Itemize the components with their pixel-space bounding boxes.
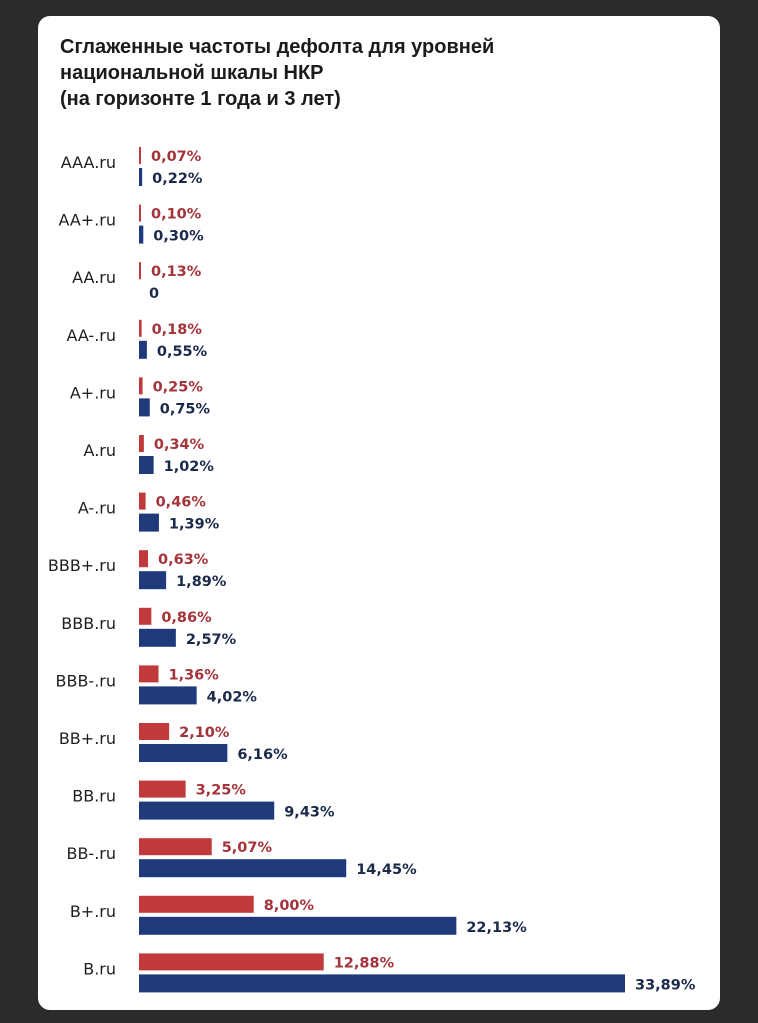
chart-title-line: национальной шкалы НКР xyxy=(60,62,324,84)
category-group xyxy=(48,550,227,590)
value-label-3y: 22,13% xyxy=(466,919,527,936)
bar-3y xyxy=(139,744,227,762)
category-group xyxy=(72,262,202,302)
bar-1y xyxy=(139,838,212,855)
bar-chart xyxy=(38,16,720,1010)
value-label-1y: 0,18% xyxy=(151,321,202,338)
value-label-3y: 0,22% xyxy=(152,171,203,187)
bar-3y xyxy=(139,917,456,935)
category-label: AA-.ru xyxy=(66,325,116,345)
value-label-3y: 9,43% xyxy=(284,804,335,821)
category-group xyxy=(55,665,257,705)
category-label: BBB-.ru xyxy=(55,671,116,691)
bar-1y xyxy=(139,205,141,222)
bar-3y xyxy=(139,974,625,992)
chart-title-line: (на горизонте 1 года и 3 лет) xyxy=(60,88,341,110)
bar-3y xyxy=(139,802,274,820)
category-group xyxy=(66,320,207,360)
value-label-3y: 1,89% xyxy=(176,574,227,591)
category-label: BB-.ru xyxy=(66,844,116,864)
bar-3y xyxy=(139,514,159,532)
category-group xyxy=(70,896,527,936)
category-label: A+.ru xyxy=(69,383,116,403)
value-label-3y: 14,45% xyxy=(356,862,417,879)
category-group xyxy=(70,377,211,417)
bar-3y xyxy=(139,226,143,244)
category-label: B.ru xyxy=(83,959,116,979)
category-group xyxy=(83,953,696,993)
value-label-3y: 0,75% xyxy=(159,401,211,418)
value-label-1y: 3,25% xyxy=(195,782,246,799)
value-label-1y: 0,46% xyxy=(155,494,206,511)
value-label-1y: 2,10% xyxy=(179,725,230,741)
value-label-1y: 1,36% xyxy=(168,667,219,684)
chart-title-line: Сглаженные частоты дефолта для уровней xyxy=(60,36,495,58)
value-label-1y: 12,88% xyxy=(333,955,395,972)
bar-3y xyxy=(139,859,346,877)
category-label: BBB+.ru xyxy=(47,556,116,576)
bar-1y xyxy=(139,665,159,682)
category-group xyxy=(59,723,288,763)
category-group xyxy=(61,147,203,187)
category-group xyxy=(61,608,236,648)
bar-3y xyxy=(139,168,142,186)
bar-1y xyxy=(139,723,169,740)
category-group xyxy=(58,205,204,245)
bar-1y xyxy=(139,896,254,913)
value-label-1y: 8,00% xyxy=(263,897,315,914)
bar-3y xyxy=(139,629,176,647)
bar-3y xyxy=(139,571,166,589)
chart-card xyxy=(38,16,720,1010)
bar-1y xyxy=(139,377,143,394)
category-label: BB+.ru xyxy=(58,729,116,748)
category-label: AA.ru xyxy=(72,268,116,288)
category-group xyxy=(84,435,215,475)
bar-1y xyxy=(139,262,141,279)
bar-1y xyxy=(139,435,144,452)
bar-3y xyxy=(139,456,154,474)
category-label: A.ru xyxy=(83,441,116,460)
value-label-1y: 0,63% xyxy=(158,552,209,569)
bar-3y xyxy=(139,398,150,416)
value-label-3y: 1,39% xyxy=(168,516,220,533)
bar-1y xyxy=(139,953,324,970)
value-label-3y: 6,16% xyxy=(237,747,288,763)
category-label: AAA.ru xyxy=(60,153,116,172)
value-label-1y: 5,07% xyxy=(221,840,273,857)
bar-1y xyxy=(139,147,141,164)
bar-3y xyxy=(139,686,197,704)
value-label-1y: 0,25% xyxy=(152,379,203,396)
bar-1y xyxy=(139,550,148,567)
category-label: A-.ru xyxy=(77,498,116,518)
category-group xyxy=(66,838,417,878)
category-group xyxy=(78,493,220,533)
value-label-3y: 1,02% xyxy=(163,459,214,475)
value-label-1y: 0,86% xyxy=(161,609,212,626)
value-label-3y: 33,89% xyxy=(635,977,696,994)
value-label-3y: 0,30% xyxy=(153,228,204,245)
value-label-3y: 2,57% xyxy=(185,631,237,648)
bar-1y xyxy=(139,320,142,337)
category-group xyxy=(72,781,335,821)
bar-3y xyxy=(139,341,147,359)
value-label-1y: 0,34% xyxy=(153,437,205,453)
bar-1y xyxy=(139,608,151,625)
category-label: AA+.ru xyxy=(58,210,116,230)
category-label: BBB.ru xyxy=(61,613,116,633)
value-label-3y: 4,02% xyxy=(206,689,257,706)
value-label-3y: 0 xyxy=(149,286,160,303)
category-label: B+.ru xyxy=(69,901,116,921)
value-label-3y: 0,55% xyxy=(156,343,208,360)
value-label-1y: 0,07% xyxy=(151,149,202,165)
bar-1y xyxy=(139,781,186,798)
value-label-1y: 0,13% xyxy=(151,264,202,281)
category-label: BB.ru xyxy=(72,786,116,806)
bar-1y xyxy=(139,493,146,510)
value-label-1y: 0,10% xyxy=(151,206,202,223)
